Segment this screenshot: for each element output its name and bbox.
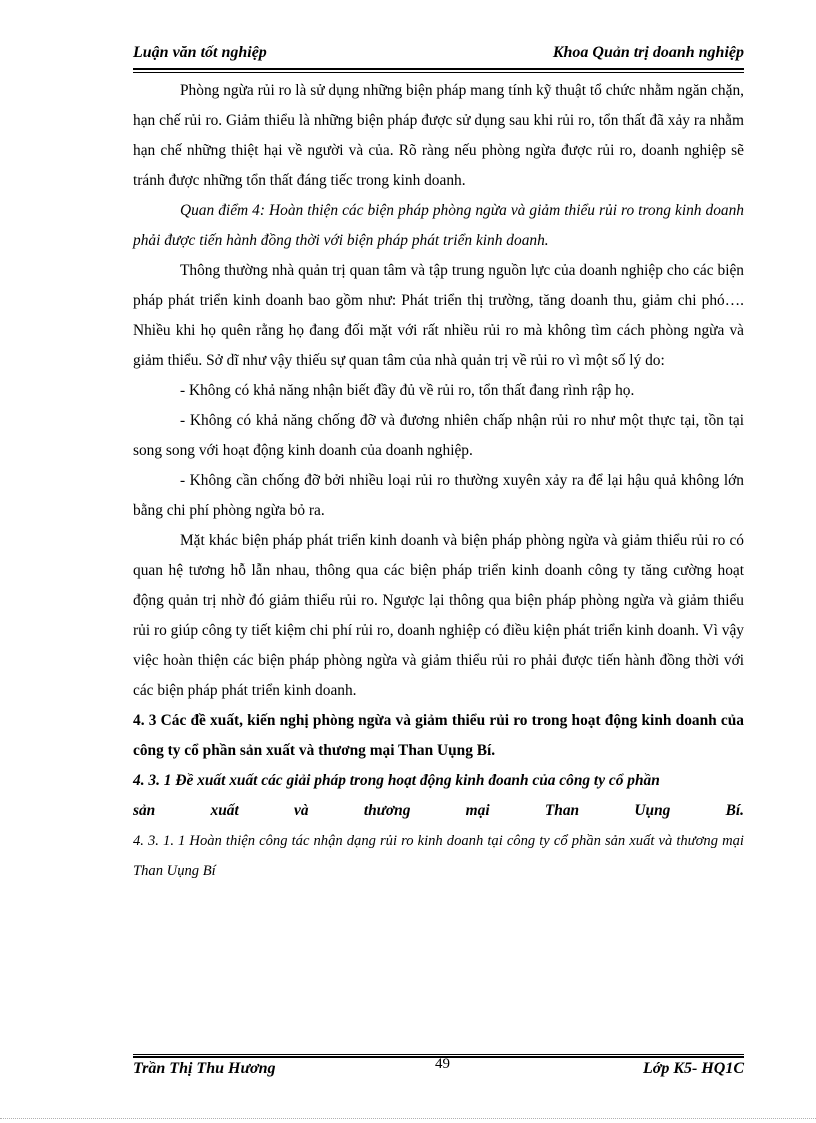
footer-rule-thin <box>133 1054 744 1055</box>
footer-class: Lớp K5- HQ1C <box>642 1060 744 1077</box>
section-heading-4-3-1-line1: 4. 3. 1 Đề xuất xuất các giải pháp trong hoạt động kinh đoanh của công ty cổ phần <box>133 772 660 789</box>
bullet-item-1: - Không có khả năng nhận biết đầy đủ về rủi ro, tổn thất đang rình rập họ. <box>180 382 635 399</box>
page-footer <box>133 1058 744 1084</box>
section-heading-4-3-1-1: 4. 3. 1. 1 Hoàn thiện công tác nhận dạng rủi ro kinh doanh tại công ty cổ phần sản xuất và thương mại Than Uụng Bí <box>133 833 744 879</box>
bullet-item-2: - Không có khả năng chống đỡ và đương nhiên chấp nhận rủi ro như một thực tại, tồn tại song song với hoạt động kinh doanh của doanh nghiệp. <box>133 412 744 459</box>
paragraph-prevention-definition: Phòng ngừa rủi ro là sử dụng những biện pháp mang tính kỹ thuật tổ chức nhằm ngăn chặn, hạn chế rủi ro. Giảm thiểu là những biện pháp được sử dụng sau khi rủi ro, tổn thất đã xảy ra nhằm hạn chế những thiệt hại về người và của. Rõ ràng nếu phòng ngừa được rủi ro, doanh nghiệp sẽ tránh được những tổn thất đáng tiếc trong kinh doanh. <box>133 82 744 189</box>
footer-author: Trần Thị Thu Hương <box>133 1060 276 1077</box>
header-thesis-label: Luận văn tốt nghiệp <box>133 44 267 61</box>
page-number: 49 <box>435 1056 450 1072</box>
page-break-line <box>0 1118 816 1119</box>
header-rule-thin <box>133 72 744 73</box>
paragraph-mutual-relation: Mặt khác biện pháp phát triển kinh doanh và biện pháp phòng ngừa và giảm thiểu rủi ro có quan hệ tương hỗ lẫn nhau, thông qua các biện pháp triển kinh doanh công ty tăng cường hoạt động quản trị nhờ đó giảm thiểu rủi ro. Ngược lại thông qua biện pháp phòng ngừa và giảm thiểu rủi ro giúp công ty tiết kiệm chi phí rủi ro, doanh nghiệp có điều kiện phát triển kinh doanh. Vì vậy việc hoàn thiện các biện pháp phòng ngừa và giảm thiểu rủi ro phải được tiến hành đồng thời với các biện pháp phát triển kinh doanh. <box>133 532 744 699</box>
viewpoint-4: Quan điểm 4: Hoàn thiện các biện pháp phòng ngừa và giảm thiểu rủi ro trong kinh doanh phải được tiến hành đồng thời với biện pháp phát triển kinh doanh. <box>133 202 744 249</box>
body-text <box>133 76 744 886</box>
paragraph-manager-attention: Thông thường nhà quản trị quan tâm và tập trung nguồn lực của doanh nghiệp cho các biện pháp phát triển kinh doanh bao gồm như: Phát triển thị trường, tăng doanh thu, giảm chi phó…. Nhiều khi họ quên rằng họ đang đối mặt với rất nhiều rủi ro mà không tìm cách phòng ngừa và giảm thiểu. Sở dĩ như vậy thiếu sự quan tâm của nhà quản trị về rủi ro vì một số lý do: <box>133 262 744 369</box>
header-faculty-label: Khoa Quản trị doanh nghiệp <box>552 44 744 61</box>
header-rule <box>133 68 744 70</box>
section-heading-4-3: 4. 3 Các đề xuất, kiến nghị phòng ngừa và giảm thiểu rủi ro trong hoạt động kinh doanh của công ty cổ phần sản xuất và thương mại Than Uụng Bí. <box>133 712 744 759</box>
section-heading-4-3-1-line2: sản xuất và thương mại Than Uụng Bí. <box>133 802 744 819</box>
page-header <box>133 44 744 70</box>
bullet-item-3: - Không cần chống đỡ bởi nhiều loại rủi ro thường xuyên xảy ra để lại hậu quả không lớn bằng chi phí phòng ngừa bỏ ra. <box>133 472 744 519</box>
